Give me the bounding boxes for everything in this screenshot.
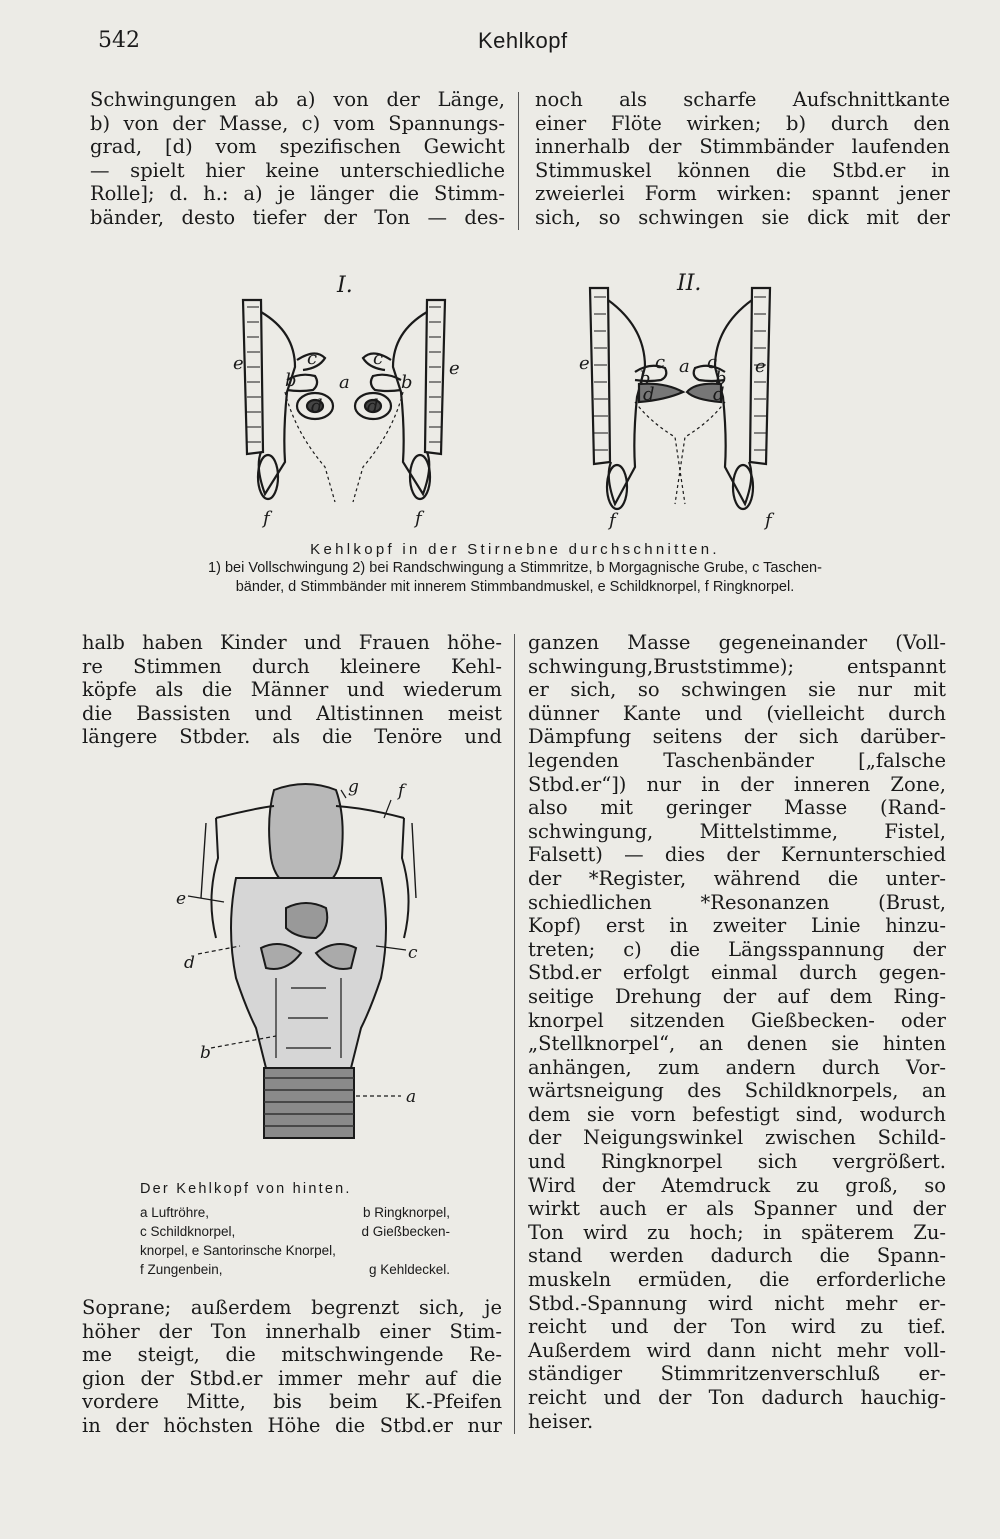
text-line: er sich, so schwingen sie nur mit [528,678,946,702]
legend-entry: a Luftröhre, [140,1205,210,1220]
label-e: e [176,889,187,909]
text-column-bottom-right [528,631,946,1433]
label-e: e [755,356,766,377]
text-line: schwingung,Bruststimme); entspannt [528,654,946,678]
text-line: Kopf) erst in zweiter Linie hinzu- [528,914,946,938]
figure-larynx-posterior [176,778,442,1146]
text-line: wirkt auch er als Spanner und der [528,1197,946,1221]
label-a: a [406,1087,417,1107]
text-line: Stimmuskel können die Stbd.er in [535,158,950,182]
text-line: halb haben Kinder und Frauen höhe- [82,631,502,654]
legend-entry: knorpel, e Santorinsche Knorpel, [140,1243,336,1258]
label-d: d [184,953,195,973]
text-line: Außerdem wird dann nicht mehr voll- [528,1338,946,1362]
text-line: schwingung, Mittelstimme, Fistel, [528,819,946,843]
running-head: Kehlkopf [478,28,568,53]
legend-row [140,1241,450,1260]
figure2-caption-title: Der Kehlkopf von hinten. [140,1181,352,1197]
label-d: d [311,396,323,417]
text-line: die Bassisten und Altistinnen meist [82,701,502,725]
label-f: f [765,510,772,531]
column-divider [518,92,519,230]
legend-row [140,1260,450,1279]
text-line: dem sie vorn befestigt sind, wodurch [528,1102,946,1126]
label-f: f [609,510,616,531]
text-line: innerhalb der Stimmbänder laufenden [535,135,950,159]
text-line: zweierlei Form wirken: spannt jener [535,182,950,206]
figure-larynx-frontal-section [225,272,785,534]
text-line: noch als scharfe Aufschnittkante [535,88,950,111]
page-number: 542 [98,28,140,53]
text-line: anhängen, zum andern durch Vor- [528,1055,946,1079]
text-line: knorpel sitzenden Gießbecken- oder [528,1008,946,1032]
label-g: g [348,778,359,797]
text-line: re Stimmen durch kleinere Kehl- [82,654,502,678]
label-c: c [373,348,384,369]
label-c: c [307,348,318,369]
figure1-caption-line: bänder, d Stimmbänder mit innerem Stimmbandmuskel, e Schildknorpel, f Ringknorpel. [235,579,795,595]
text-line: ständiger Stimmritzenverschluß er- [528,1362,946,1386]
text-column-bottom-left-continued [82,1296,502,1438]
legend-entry: f Zungenbein, [140,1262,223,1277]
label-c: c [707,352,718,373]
text-line: stand werden dadurch die Spann- [528,1244,946,1268]
label-f: f [398,781,405,801]
text-line: längere Stbder. als die Tenöre und [82,725,502,749]
text-line: Dämpfung seitens der sich darüber- [528,725,946,749]
text-line: grad, [d) vom spezifischen Gewicht [90,135,505,159]
text-line: seitige Drehung der auf dem Ring- [528,984,946,1008]
label-b: b [639,368,651,389]
text-line: legenden Taschenbänder [„falsche [528,748,946,772]
label-b: b [200,1043,211,1063]
text-line: köpfe als die Männer und wiederum [82,678,502,702]
label-a: a [679,356,690,377]
figure1-caption [80,540,950,597]
text-line: Soprane; außerdem begrenzt sich, je [82,1296,502,1319]
text-line: der *Register, während die unter- [528,866,946,890]
text-line: me steigt, die mitschwingende Re- [82,1343,502,1367]
legend-entry: c Schildknorpel, [140,1224,236,1239]
label-f: f [263,508,270,529]
page-header [98,28,908,62]
text-line: — spielt hier keine unterschiedliche [90,158,505,182]
text-line: bänder, desto tiefer der Ton — des- [90,205,505,229]
text-line: Falsett) — dies der Kernunterschied [528,843,946,867]
text-line: sich, so schwingen sie dick mit der [535,205,950,229]
text-line: treten; c) die Längsspannung der [528,937,946,961]
text-column-top-right [535,88,950,230]
text-line: und Ringknorpel sich vergrößert. [528,1150,946,1174]
legend-entry: b Ringknorpel, [362,1205,450,1220]
label-b: b [401,372,413,393]
text-line: in der höchsten Höhe die Stbd.er nur [82,1413,502,1437]
text-line: muskeln ermüden, die erforderliche [528,1268,946,1292]
label-d: d [367,396,379,417]
text-line: Schwingungen ab a) von der Länge, [90,88,505,111]
text-line: Wird der Atemdruck zu groß, so [528,1173,946,1197]
text-line: vordere Mitte, bis beim K.-Pfeifen [82,1390,502,1414]
label-b: b [285,370,297,391]
label-e: e [233,353,244,374]
label-d: d [643,384,655,405]
text-line: Stbd.er erfolgt einmal durch gegen- [528,961,946,985]
text-line: reicht und der Ton dadurch hauchig- [528,1386,946,1409]
text-line: der Neigungswinkel zwischen Schild- [528,1126,946,1150]
column-divider [514,634,515,1434]
text-line: Ton wird zu hoch; in späterem Zu- [528,1220,946,1244]
legend-entry: d Gießbecken- [361,1224,450,1239]
text-line: reicht und der Ton wird zu tief. [528,1315,946,1339]
legend-row [140,1203,450,1222]
text-line: gion der Stbd.er immer mehr auf die [82,1366,502,1390]
text-line: höher der Ton innerhalb einer Stim- [82,1319,502,1343]
legend-entry: g Kehldeckel. [368,1262,450,1277]
label-c: c [408,943,418,963]
figure2-caption [140,1180,450,1279]
label-b: b [715,368,727,389]
label-f: f [415,508,422,529]
label-d: d [713,384,725,405]
text-line: schiedlichen *Resonanzen (Brust, [528,890,946,914]
text-line: einer Flöte wirken; b) durch den [535,111,950,135]
label-roman-2: II. [677,272,702,296]
text-line: Stbd.-Spannung wird nicht mehr er- [528,1291,946,1315]
label-e: e [449,358,460,379]
label-roman-1: I. [337,273,353,298]
text-line: dünner Kante und (vielleicht durch [528,701,946,725]
text-column-top-left [90,88,505,230]
figure1-caption-line: 1) bei Vollschwingung 2) bei Randschwingung a Stimmritze, b Morgagnische Grube, c Taschen- [208,560,822,576]
text-line: „Stellknorpel“, an denen sie hinten [528,1032,946,1056]
text-line: wärtsneigung des Schildknorpels, an [528,1079,946,1103]
legend-row [140,1222,450,1241]
text-line: Stbd.er“]) nur in der inneren Zone, [528,772,946,796]
label-a: a [339,372,350,393]
text-column-bottom-left [82,631,502,749]
text-line: ganzen Masse gegeneinander (Voll- [528,631,946,654]
label-c: c [655,352,666,373]
text-line: Rolle]; d. h.: a) je länger die Stimm- [90,182,505,206]
label-e: e [579,353,590,374]
text-line: b) von der Masse, c) vom Spannungs- [90,111,505,135]
text-line: also mit geringer Masse (Rand- [528,796,946,820]
figure1-caption-title: Kehlkopf in der Stirnebne durchschnitten. [310,541,720,558]
text-line: heiser. [528,1409,594,1433]
